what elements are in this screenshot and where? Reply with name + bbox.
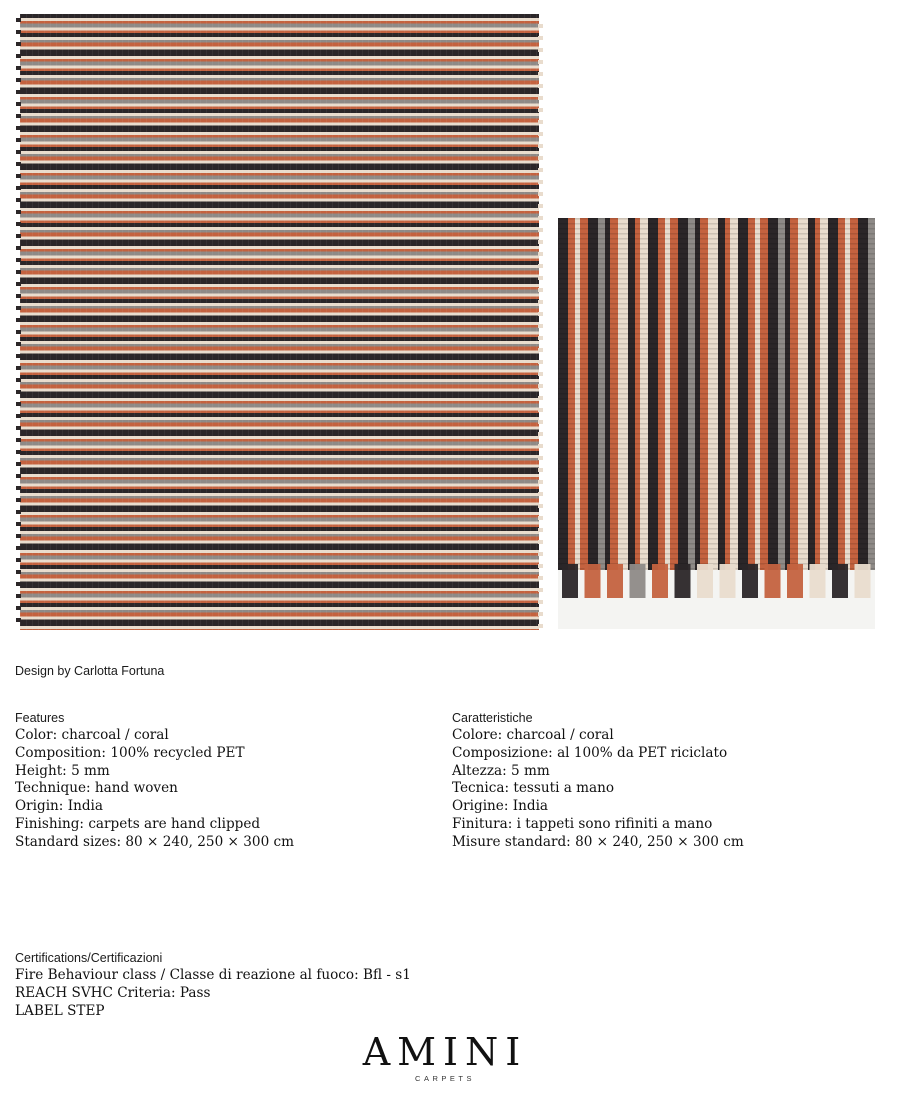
certifications	[15, 950, 615, 1020]
certification-reach: REACH SVHC Criteria: Pass	[15, 984, 211, 1001]
amini-logo	[340, 1032, 550, 1088]
features-it-height: Altezza: 5 mm	[452, 762, 550, 779]
logo-subtitle: CARPETS	[415, 1074, 475, 1083]
features-it-color: Colore: charcoal / coral	[452, 727, 614, 743]
features-en-heading: Features	[15, 711, 65, 725]
features-en-composition: Composition: 100% recycled PET	[15, 744, 245, 761]
features-en-technique: Technique: hand woven	[15, 780, 178, 797]
features-en-sizes: Standard sizes: 80 × 240, 250 × 300 cm	[15, 833, 295, 850]
rug-detail-photo	[558, 218, 875, 629]
features-it-heading: Caratteristiche	[452, 711, 533, 725]
certification-fire: Fire Behaviour class / Classe di reazione al fuoco: Bfl - s1	[15, 967, 411, 983]
certification-label-step: LABEL STEP	[15, 1002, 105, 1019]
features-en	[15, 710, 435, 852]
features-en-color: Color: charcoal / coral	[15, 727, 169, 743]
features-it-technique: Tecnica: tessuti a mano	[452, 780, 615, 797]
features-it-composition: Composizione: al 100% da PET riciclato	[452, 744, 728, 761]
features-en-origin: Origin: India	[15, 798, 103, 815]
rug-photo	[16, 14, 543, 630]
features-it-finishing: Finitura: i tappeti sono rifiniti a mano	[452, 815, 713, 832]
features-it	[452, 710, 892, 852]
features-en-finishing: Finishing: carpets are hand clipped	[15, 815, 261, 832]
features-it-origin: Origine: India	[452, 798, 549, 815]
features-en-height: Height: 5 mm	[15, 762, 110, 779]
designer-credit: Design by Carlotta Fortuna	[15, 664, 165, 678]
logo-wordmark: AMINI	[362, 1030, 528, 1074]
certifications-heading: Certifications/Certificazioni	[15, 951, 163, 965]
features-it-sizes: Misure standard: 80 × 240, 250 × 300 cm	[452, 833, 744, 850]
